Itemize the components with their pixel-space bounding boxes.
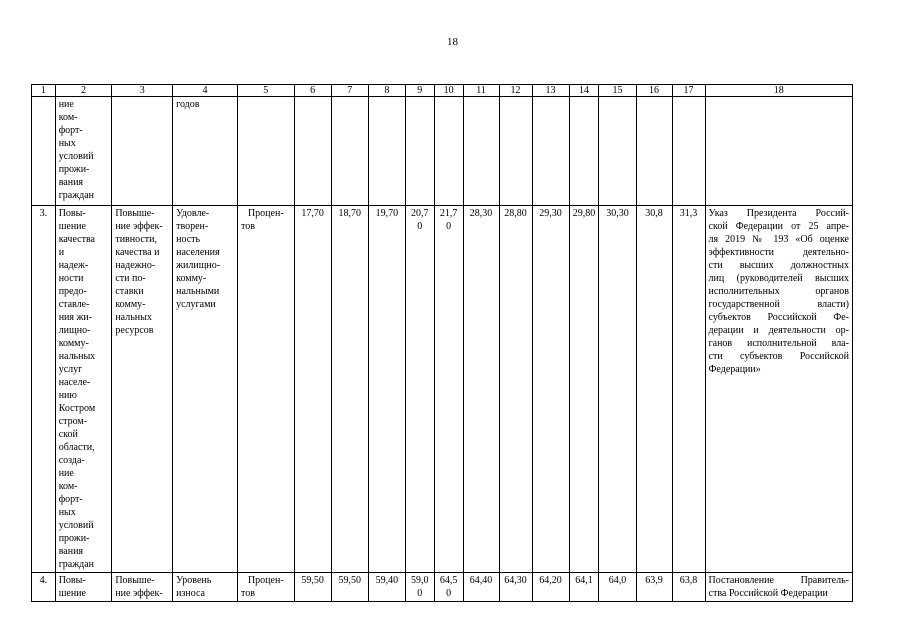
header-cell: 10: [434, 85, 463, 97]
text-line: жилищно-: [176, 260, 221, 271]
value-cell: 64,20: [532, 573, 569, 602]
text-line: ния жи-: [58, 312, 93, 323]
text-line: населе-: [58, 377, 91, 388]
text-line: тивности,: [115, 234, 158, 245]
text-line: Повы-: [58, 208, 86, 219]
text-line: шение: [58, 221, 86, 232]
text-line: созда-: [58, 455, 85, 466]
table-header-row: [32, 85, 853, 97]
cell-goal: [55, 573, 112, 602]
value-cell: 18,70: [331, 206, 368, 573]
header-cell: 9: [405, 85, 434, 97]
text-line: ставле-: [58, 299, 90, 310]
text-line: услугами: [176, 299, 216, 310]
header-cell: 11: [463, 85, 499, 97]
value-cell: 64,0: [599, 573, 636, 602]
header-cell: 13: [532, 85, 569, 97]
text-line: ных: [58, 507, 76, 518]
text-line: ных: [58, 138, 76, 149]
text-line: условий: [58, 151, 94, 162]
text-line: лищно-: [58, 325, 91, 336]
text-line: Постановление Правитель-: [708, 575, 849, 586]
text-line: сти по-: [115, 273, 146, 284]
text-line: надежно-: [115, 260, 156, 271]
text-line: ности: [58, 273, 84, 284]
cell-task: [112, 573, 173, 602]
header-cell: 14: [569, 85, 599, 97]
cell-task: [112, 97, 173, 206]
text-line: тов: [240, 221, 255, 232]
text-line: форт-: [58, 494, 83, 505]
text-line: дерации и деятельности ор-: [708, 325, 849, 336]
text-line: надеж-: [58, 260, 89, 271]
text-line: Повыше-: [115, 575, 155, 586]
text-line: эффективности деятельно-: [708, 247, 849, 258]
header-cell: 12: [499, 85, 532, 97]
cell-num: 4.: [32, 573, 56, 602]
text-line: качества: [58, 234, 95, 245]
text-line: области,: [58, 442, 95, 453]
table-row: [32, 97, 853, 206]
header-cell: 16: [636, 85, 672, 97]
value-cell: 64,1: [569, 573, 599, 602]
value-cell: 64,50: [434, 573, 463, 602]
value-cell: 31,3: [672, 206, 705, 573]
text-line: качества и: [115, 247, 160, 258]
cell-task: [112, 206, 173, 573]
text-line: ресурсов: [115, 325, 154, 336]
text-line: услуг: [58, 364, 83, 375]
cell-goal: [55, 97, 112, 206]
text-line: Уровень: [176, 575, 212, 586]
text-line: вания: [58, 546, 84, 557]
header-cell: 18: [705, 85, 852, 97]
value-cell: 59,50: [331, 573, 368, 602]
text-line: предо-: [58, 286, 87, 297]
text-line: комму-: [115, 299, 146, 310]
text-line: нальными: [176, 286, 220, 297]
cell-indicator: [173, 206, 238, 573]
value-cell: 28,80: [499, 206, 532, 573]
text-line: ние: [58, 468, 74, 479]
cell-unit: [237, 97, 294, 206]
text-line: государственной власти): [708, 299, 849, 310]
text-line: населения: [176, 247, 220, 258]
text-line: ставки: [115, 286, 144, 297]
text-line: Повыше-: [115, 208, 155, 219]
text-line: комму-: [176, 273, 207, 284]
value-cell: 59,50: [294, 573, 331, 602]
value-cell: 30,8: [636, 206, 672, 573]
header-cell: 5: [237, 85, 294, 97]
text-line: Удовле-: [176, 208, 210, 219]
page-number: 18: [447, 36, 458, 48]
cell-source: [705, 97, 852, 206]
text-line: тов: [240, 588, 255, 599]
text-line: Указ Президента Россий-: [708, 208, 849, 219]
text-line: ком-: [58, 481, 78, 492]
text-line: нальных: [58, 351, 96, 362]
text-line: Повы-: [58, 575, 86, 586]
value-cell: 21,70: [434, 206, 463, 573]
text-line: лиц (руководителей высших: [708, 273, 849, 284]
text-line: граждан: [58, 559, 95, 570]
text-line: ской: [58, 429, 78, 440]
cell-goal: [55, 206, 112, 573]
text-line: форт-: [58, 125, 83, 136]
text-line: субъектов Российской Фе-: [708, 312, 849, 323]
header-cell: 17: [672, 85, 705, 97]
text-line: прожи-: [58, 164, 90, 175]
text-line: сти субъектов Российской: [708, 351, 849, 362]
text-line: вания: [58, 177, 84, 188]
text-line: Процен-: [247, 575, 284, 586]
text-line: Костром: [58, 403, 96, 414]
text-line: Федерации»: [708, 364, 761, 375]
value-cell: 59,00: [405, 573, 434, 602]
text-line: ние: [58, 99, 74, 110]
value-cell: 63,8: [672, 573, 705, 602]
text-line: ность: [176, 234, 201, 245]
text-line: ние эффек-: [115, 588, 163, 599]
text-line: условий: [58, 520, 94, 531]
value-cell: 29,80: [569, 206, 599, 573]
text-line: ганов исполнительной вла-: [708, 338, 849, 349]
text-line: комму-: [58, 338, 89, 349]
value-cell: 28,30: [463, 206, 499, 573]
header-cell: 1: [32, 85, 56, 97]
header-cell: 7: [331, 85, 368, 97]
cell-num: 3.: [32, 206, 56, 573]
indicators-table: [31, 84, 853, 602]
text-line: годов: [176, 99, 200, 110]
value-cell: 20,70: [405, 206, 434, 573]
header-cell: 8: [368, 85, 405, 97]
text-line: ства Российской Федерации: [708, 588, 828, 599]
text-line: творен-: [176, 221, 209, 232]
text-line: нию: [58, 390, 77, 401]
cell-source: [705, 573, 852, 602]
value-cell: 29,30: [532, 206, 569, 573]
value-cell: 64,30: [499, 573, 532, 602]
text-line: ком-: [58, 112, 78, 123]
value-cell: 64,40: [463, 573, 499, 602]
text-line: ской Федерации от 25 апре-: [708, 221, 849, 232]
value-cell: 19,70: [368, 206, 405, 573]
text-line: износа: [176, 588, 205, 599]
text-line: Процен-: [247, 208, 284, 219]
text-line: ние эффек-: [115, 221, 163, 232]
header-cell: 3: [112, 85, 173, 97]
header-cell: 4: [173, 85, 238, 97]
text-line: ля 2019 № 193 «Об оценке: [708, 234, 849, 245]
cell-indicator: [173, 97, 238, 206]
text-line: стром-: [58, 416, 88, 427]
cell-source: [705, 206, 852, 573]
text-line: прожи-: [58, 533, 90, 544]
text-line: граждан: [58, 190, 95, 201]
text-line: шение: [58, 588, 86, 599]
text-line: нальных: [115, 312, 152, 323]
value-cell: 59,40: [368, 573, 405, 602]
value-cell: 17,70: [294, 206, 331, 573]
text-line: исполнительных органов: [708, 286, 849, 297]
cell-num: [32, 97, 56, 206]
text-line: сти высших должностных: [708, 260, 849, 271]
cell-unit: [237, 206, 294, 573]
table-row: [32, 573, 853, 602]
header-cell: 2: [55, 85, 112, 97]
value-cell: 63,9: [636, 573, 672, 602]
text-line: и: [58, 247, 65, 258]
table-row: [32, 206, 853, 573]
header-cell: 6: [294, 85, 331, 97]
header-cell: 15: [599, 85, 636, 97]
cell-unit: [237, 573, 294, 602]
cell-indicator: [173, 573, 238, 602]
value-cell: 30,30: [599, 206, 636, 573]
